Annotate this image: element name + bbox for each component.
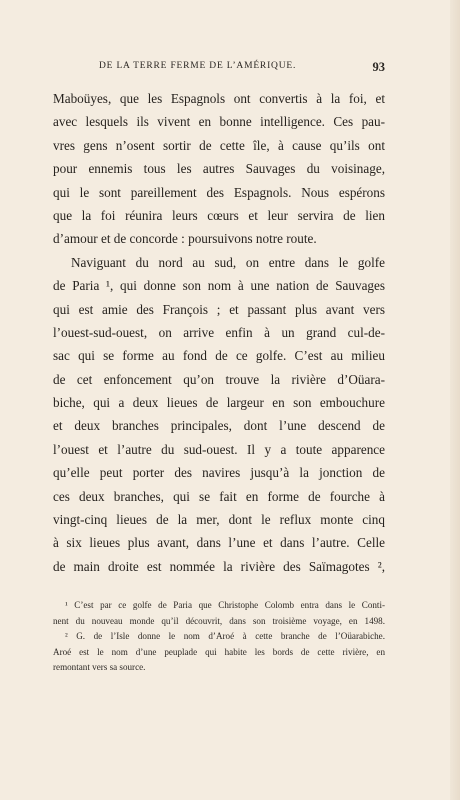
text-line: de cet enfoncement qu’on trouve la rivière d’Oüara-: [53, 371, 385, 387]
text-line: ces deux branches, qui se fait en forme de fourche à: [53, 488, 385, 504]
text-line: qui le sont pareillement des Espagnols. Nous espérons: [53, 184, 385, 200]
text-line: Maboüyes, que les Espagnols ont convertis à la foi, et: [53, 91, 385, 106]
text-line: qui est amie des François ; et passant plus avant vers: [53, 301, 385, 317]
text-line: avec lesquels ils vivent en bonne intelligence. Ces pau-: [53, 114, 385, 130]
page-edge: [450, 0, 460, 800]
footnote-line: Aroé est le nom d’une peuplade qui habite les bords de cette rivière, en: [53, 646, 385, 657]
text-line: vres gens n’osent sortir de cette île, à cause qu’ils ont: [53, 137, 385, 153]
footnote-line: nent du nouveau monde qu’il découvrit, dans son troisième voyage, en 1498.: [53, 615, 385, 626]
text-line: de main droite est nommée la rivière des Saïmagotes ²,: [53, 558, 385, 574]
footnote-line: remontant vers sa source.: [53, 662, 146, 673]
text-line: l’ouest-sud-ouest, on arrive enfin à un grand cul-de-: [53, 324, 385, 340]
text-line: à six lieues plus avant, dans l’une et dans l’autre. Celle: [53, 535, 385, 551]
text-line: sac qui se forme au fond de ce golfe. C’est au milieu: [53, 348, 385, 364]
footnote-line: ¹ C’est par ce golfe de Paria que Christophe Colomb entra dans le Conti-: [65, 600, 385, 610]
text-line: que la foi réunira leurs cœurs et leur servira de lien: [53, 207, 385, 223]
text-line: Naviguant du nord au sud, on entre dans le golfe: [71, 254, 385, 270]
running-title: DE LA TERRE FERME DE L’AMÉRIQUE.: [99, 61, 297, 71]
text-line: d’amour et de concorde : poursuivons notre route.: [53, 231, 317, 247]
main-text: [53, 87, 385, 578]
running-head: [53, 61, 385, 77]
text-line: l’ouest et l’autre du sud-ouest. Il y a toute apparence: [53, 441, 385, 457]
text-line: qu’elle peut porter des navires jusqu’à la jonction de: [53, 465, 385, 481]
text-line: biche, qui a deux lieues de largeur en son embouchure: [53, 395, 385, 411]
footnote-line: ² G. de l’Isle donne le nom d’Aroé à cette branche de l’Oüarabiche.: [65, 631, 385, 642]
text-line: de Paria ¹, qui donne son nom à une nation de Sauvages: [53, 278, 385, 294]
footnotes: [53, 598, 385, 676]
page-number: 93: [372, 60, 385, 74]
text-line: pour ennemis tous les autres Sauvages du voisinage,: [53, 161, 385, 177]
text-line: vingt-cinq lieues de la mer, dont le reflux monte cinq: [53, 512, 385, 528]
text-line: et deux branches principales, dont l’une descend de: [53, 418, 385, 434]
